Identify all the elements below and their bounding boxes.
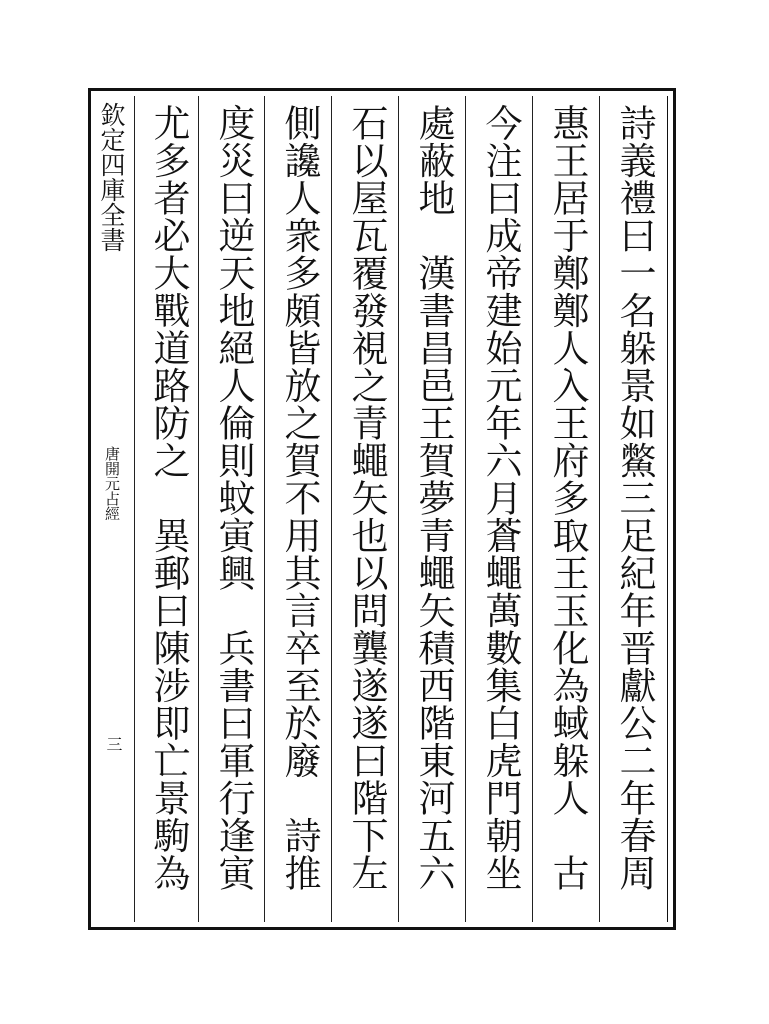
text-column-6 — [273, 104, 325, 914]
column-text: 惠王居于鄭鄭人入王府多取王玉化為蜮躲人 古 — [546, 104, 589, 892]
book-title: 欽定四庫全書 — [97, 102, 126, 252]
chapter-title: 唐開元占經 — [103, 446, 121, 521]
text-column-2 — [541, 104, 593, 914]
text-column-8 — [142, 104, 194, 914]
text-column-3 — [474, 104, 526, 914]
column-rule — [532, 96, 533, 922]
book-page — [88, 88, 676, 930]
column-text: 尤多者必大戰道路防之 異郵曰陳涉即亡景駒為 — [147, 104, 190, 892]
column-rule — [331, 96, 332, 922]
column-rule — [198, 96, 199, 922]
column-rule — [134, 96, 135, 922]
column-text: 側讒人衆多頗皆放之賀不用其言卒至於廢 詩推 — [278, 104, 321, 892]
frame-inner-rule — [667, 96, 668, 922]
column-rule — [264, 96, 265, 922]
column-rule — [465, 96, 466, 922]
column-text: 詩義禮曰一名躲景如鱉三足紀年晋獻公二年春周 — [613, 104, 656, 892]
text-column-4 — [407, 104, 459, 914]
margin-strip — [94, 96, 134, 922]
page-number: 三 — [104, 736, 123, 752]
text-column-5 — [340, 104, 392, 914]
text-column-1 — [608, 104, 660, 914]
column-text: 處蔽地 漢書昌邑王賀夢青蠅矢積西階東河五六 — [412, 104, 455, 892]
text-column-7 — [207, 104, 259, 914]
column-rule — [398, 96, 399, 922]
column-text: 今注曰成帝建始元年六月蒼蠅萬數集白虎門朝坐 — [479, 104, 522, 892]
column-rule — [599, 96, 600, 922]
column-text: 度災曰逆天地絕人倫則蚊寅興 兵書曰軍行逢寅 — [212, 104, 255, 892]
column-text: 石以屋瓦覆發視之青蠅矢也以問龔遂遂曰階下左 — [345, 104, 388, 892]
